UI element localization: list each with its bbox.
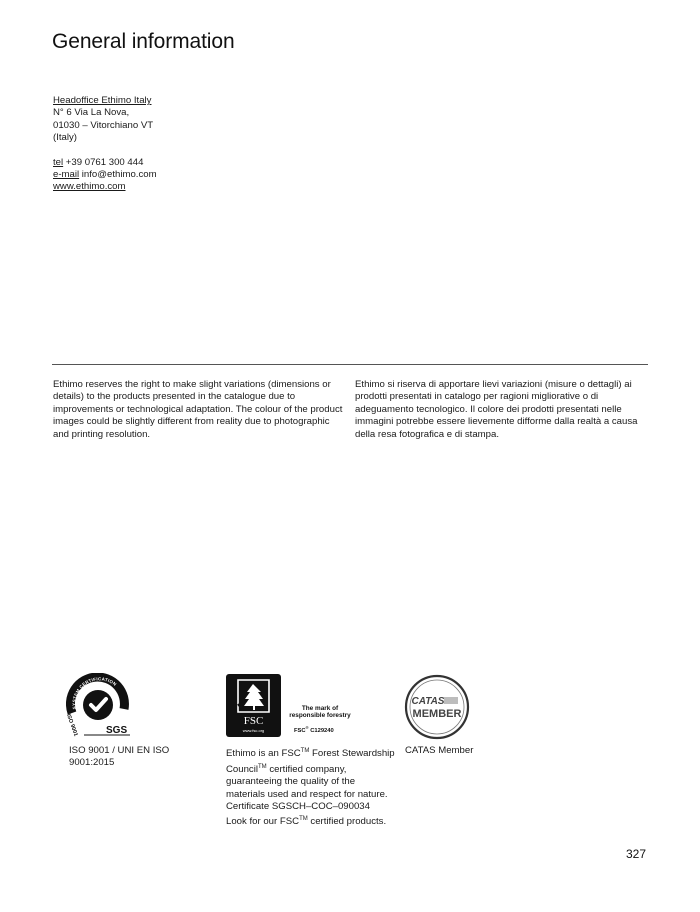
fsc-mark-text: The mark of responsible forestry (289, 705, 351, 720)
divider (52, 364, 648, 365)
disclaimer-italian: Ethimo si riserva di apportare lievi variazioni (misure o dettagli) ai prodotti presentati in catalogo per ragioni migliorative o di adeguamento tecnologico. Il colore dei prodotti presentati nelle immagini potrebbe essere lievemente difforme dalla realtà a causa della resa fotografica e di stampa. (355, 379, 638, 440)
fsc-logo (226, 674, 352, 738)
email-address: info@ethimo.com (79, 169, 157, 181)
fsc-logo-url: www.fsc.org (242, 728, 265, 733)
address-line-3: (Italy) (53, 132, 77, 144)
page-title: General information (52, 30, 235, 53)
website-link[interactable]: www.ethimo.com (53, 181, 126, 193)
phone-number: +39 0761 300 444 (63, 156, 144, 168)
fsc-logo-brand: FSC (243, 715, 264, 727)
iso-caption: ISO 9001 / UNI EN ISO 9001:2015 (69, 745, 170, 769)
sgs-logo-iso-text: ISO 9001 (66, 713, 79, 738)
phone-label: tel (53, 156, 64, 168)
email-label: e-mail (53, 169, 80, 181)
sgs-logo-brand: SGS (106, 725, 128, 736)
page-number: 327 (626, 847, 647, 861)
catas-logo-name: CATAS (411, 696, 445, 707)
contact-block (53, 95, 157, 194)
sgs-iso-logo (66, 673, 136, 739)
address-line-2: 01030 – Vitorchiano VT (53, 119, 154, 131)
fsc-certificate: Certificate SGSCH–COC–090034 (226, 801, 370, 812)
company-name: Headoffice Ethimo Italy (53, 95, 152, 106)
fsc-logo-box (226, 674, 281, 737)
address-line-1: N° 6 Via La Nova, (53, 107, 130, 119)
catas-member-logo (404, 674, 470, 740)
email-line (53, 169, 157, 181)
fsc-caption: Ethimo is an FSC™ Forest Stewardship Council™ certified company, guaranteeing the quality of the materials used and respect for nature. Certificate SGSCH–COC–090034 Look for our FSC™ certified products. (226, 748, 395, 828)
disclaimer-english: Ethimo reserves the right to make slight variations (dimensions or details) to the products presented in the catalogue due to improvements or technological adaptation. The colour of the product images could be slightly different from reality due to photographic and printing resolution. (53, 379, 343, 440)
catas-caption: CATAS Member (405, 745, 474, 756)
catas-logo-member: MEMBER (412, 708, 462, 720)
sgs-logo-arc-text: SYSTEM CERTIFICATION (71, 676, 118, 710)
fsc-license-code: FSC® C129240 (294, 725, 334, 734)
phone-line (53, 157, 157, 169)
